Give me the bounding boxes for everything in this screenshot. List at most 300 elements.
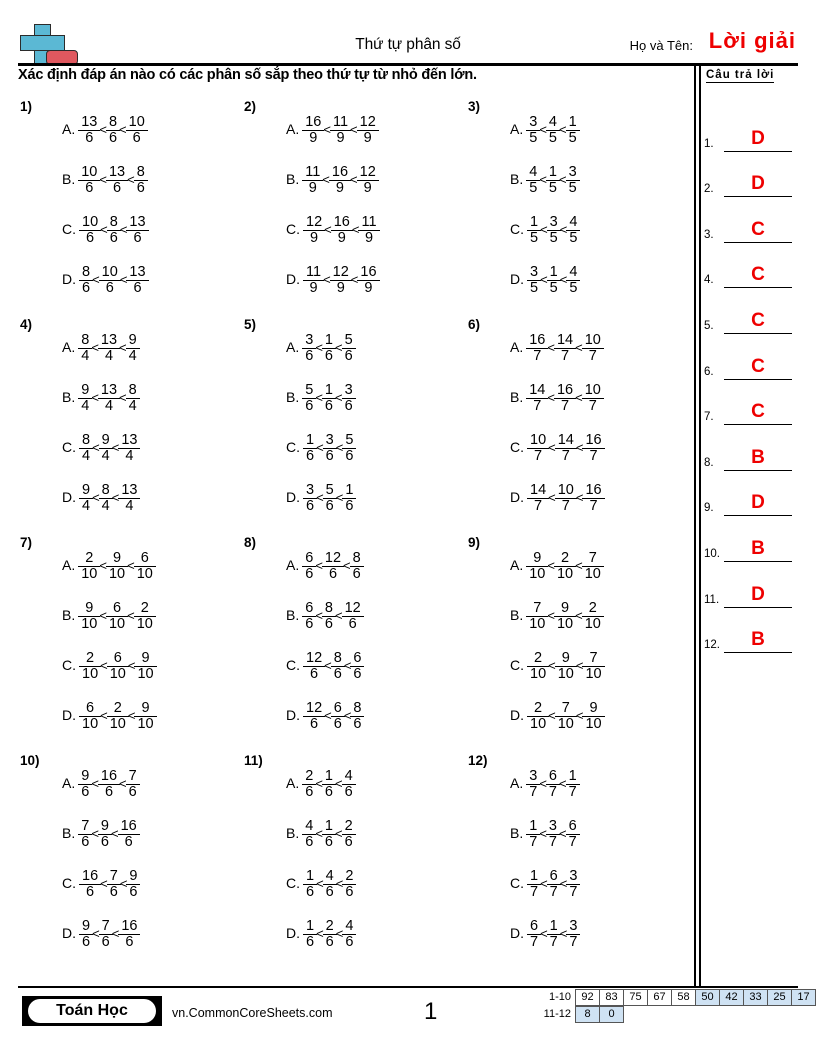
fraction-denominator: 6 xyxy=(303,666,325,682)
less-than-icon: < xyxy=(100,658,108,673)
choice-option[interactable] xyxy=(62,314,237,364)
fraction-denominator: 6 xyxy=(350,666,364,682)
answer-blank-line[interactable] xyxy=(724,583,792,608)
problem-1 xyxy=(12,96,236,314)
fraction xyxy=(357,165,379,196)
choice-option[interactable] xyxy=(62,196,237,246)
less-than-icon: < xyxy=(350,272,359,287)
header-divider xyxy=(18,63,798,66)
less-than-icon: < xyxy=(100,708,108,723)
fraction-numerator: 8 xyxy=(136,163,145,180)
problem-11 xyxy=(236,750,460,968)
fraction xyxy=(582,651,604,682)
answer-value: B xyxy=(751,629,765,651)
fraction-denominator: 7 xyxy=(547,884,561,900)
less-than-icon: < xyxy=(92,272,100,287)
fraction-numerator: 3 xyxy=(305,331,314,348)
choice-option[interactable] xyxy=(510,582,685,632)
answer-blank-line[interactable] xyxy=(724,400,792,425)
choice-option[interactable] xyxy=(286,246,461,296)
choice-letter: A. xyxy=(286,121,300,137)
choice-option[interactable] xyxy=(62,246,237,296)
choice-letter: C. xyxy=(286,875,300,891)
less-than-icon: < xyxy=(119,776,127,791)
fraction-denominator: 10 xyxy=(78,616,100,632)
choice-option[interactable] xyxy=(510,682,685,732)
fraction xyxy=(566,165,580,196)
fraction-denominator: 4 xyxy=(98,398,120,414)
choice-option[interactable] xyxy=(510,632,685,682)
fraction-denominator: 7 xyxy=(582,498,604,514)
fraction-denominator: 6 xyxy=(342,448,356,464)
fraction xyxy=(342,869,356,900)
fraction-numerator: 3 xyxy=(344,381,353,398)
choice-letter: A. xyxy=(286,775,300,791)
fraction-numerator: 9 xyxy=(561,599,570,616)
choice-option[interactable] xyxy=(510,196,685,246)
fraction-numerator: 4 xyxy=(548,113,557,130)
fraction-denominator: 4 xyxy=(126,348,140,364)
choice-option[interactable] xyxy=(510,414,685,464)
choice-option[interactable] xyxy=(286,900,461,950)
fraction-denominator: 6 xyxy=(107,884,121,900)
answer-row xyxy=(704,106,796,152)
fraction-denominator: 9 xyxy=(302,180,323,196)
fraction-denominator: 7 xyxy=(566,934,580,950)
less-than-icon: < xyxy=(559,876,568,891)
less-than-icon: < xyxy=(548,440,556,455)
choice-option[interactable] xyxy=(510,750,685,800)
fraction xyxy=(79,701,101,732)
choice-letter: B. xyxy=(286,825,300,841)
fraction xyxy=(323,919,337,950)
fraction-numerator: 10 xyxy=(82,213,99,230)
fraction-numerator: 12 xyxy=(324,549,342,566)
fraction-numerator: 2 xyxy=(588,599,597,616)
fraction xyxy=(331,215,353,246)
choice-option[interactable] xyxy=(510,246,685,296)
answer-row xyxy=(704,197,796,243)
score-table xyxy=(531,989,816,1023)
fraction xyxy=(79,265,93,296)
choice-option[interactable] xyxy=(286,364,461,414)
answer-row xyxy=(704,152,796,198)
fraction xyxy=(350,701,364,732)
fraction xyxy=(79,433,93,464)
fraction-numerator: 2 xyxy=(534,699,543,716)
choice-letter: B. xyxy=(286,389,300,405)
less-than-icon: < xyxy=(99,122,107,137)
footer-divider xyxy=(18,986,798,988)
score-cell: 8 xyxy=(575,1006,600,1023)
less-than-icon: < xyxy=(111,490,120,505)
fraction-numerator: 1 xyxy=(306,917,315,934)
answer-blank-line[interactable] xyxy=(724,446,792,471)
fraction-numerator: 2 xyxy=(534,649,543,666)
fraction-denominator: 10 xyxy=(554,616,576,632)
choice-option[interactable] xyxy=(62,632,237,682)
choice-option[interactable] xyxy=(510,364,685,414)
fraction-denominator: 10 xyxy=(78,566,100,582)
score-cell: 92 xyxy=(575,989,600,1006)
fraction-denominator: 10 xyxy=(582,716,604,732)
choice-option[interactable] xyxy=(62,900,237,950)
choice-letter: A. xyxy=(62,339,76,355)
fraction-numerator: 8 xyxy=(128,381,137,398)
answer-value: B xyxy=(751,446,765,468)
answer-value: C xyxy=(751,355,765,377)
fraction-numerator: 16 xyxy=(120,817,137,834)
fraction-numerator: 14 xyxy=(556,331,574,348)
fraction xyxy=(554,601,576,632)
fraction-denominator: 5 xyxy=(526,130,540,146)
fraction-numerator: 16 xyxy=(556,381,574,398)
fraction-numerator: 9 xyxy=(82,917,91,934)
choice-option[interactable] xyxy=(286,850,461,900)
fraction xyxy=(322,819,336,850)
fraction-denominator: 6 xyxy=(323,448,337,464)
fraction-numerator: 4 xyxy=(529,163,538,180)
answer-row xyxy=(704,334,796,380)
fraction-denominator: 7 xyxy=(546,834,560,850)
fraction-numerator: 3 xyxy=(306,481,315,498)
fraction-denominator: 6 xyxy=(303,884,317,900)
fraction xyxy=(546,819,560,850)
less-than-icon: < xyxy=(350,172,358,187)
fraction xyxy=(134,651,156,682)
fraction-numerator: 3 xyxy=(325,431,334,448)
choice-option[interactable] xyxy=(62,146,237,196)
fraction-denominator: 4 xyxy=(78,348,92,364)
choice-option[interactable] xyxy=(286,632,461,682)
fraction xyxy=(566,265,580,296)
fraction-denominator: 6 xyxy=(350,566,364,582)
fraction xyxy=(303,919,317,950)
choice-letter: D. xyxy=(286,271,300,287)
fraction-denominator: 6 xyxy=(302,348,316,364)
choice-option[interactable] xyxy=(286,414,461,464)
less-than-icon: < xyxy=(540,222,548,237)
problem-row xyxy=(12,96,684,314)
answer-number: 11. xyxy=(704,593,720,606)
less-than-icon: < xyxy=(558,776,567,791)
choice-option[interactable] xyxy=(286,146,461,196)
fraction-numerator: 13 xyxy=(108,163,126,180)
problems-grid xyxy=(12,96,684,968)
fraction-denominator: 6 xyxy=(331,716,345,732)
choice-option[interactable] xyxy=(62,96,237,146)
choice-option[interactable] xyxy=(286,196,461,246)
choice-option[interactable] xyxy=(286,532,461,582)
choice-option[interactable] xyxy=(510,850,685,900)
fraction xyxy=(302,115,324,146)
fraction xyxy=(547,919,561,950)
answer-blank-line[interactable] xyxy=(724,263,792,288)
choice-option[interactable] xyxy=(62,532,237,582)
fraction-denominator: 5 xyxy=(566,230,580,246)
less-than-icon: < xyxy=(316,440,324,455)
fraction-denominator: 6 xyxy=(322,566,344,582)
fraction-numerator: 4 xyxy=(325,867,334,884)
fraction-denominator: 7 xyxy=(526,398,548,414)
less-than-icon: < xyxy=(91,340,99,355)
fraction-numerator: 2 xyxy=(85,549,94,566)
choice-option[interactable] xyxy=(286,750,461,800)
answer-blank-line[interactable] xyxy=(724,537,792,562)
choice-list xyxy=(62,314,237,514)
fraction xyxy=(582,433,604,464)
choice-letter: D. xyxy=(62,271,76,287)
fraction xyxy=(78,165,100,196)
fraction-numerator: 1 xyxy=(549,263,558,280)
answer-value: C xyxy=(751,401,765,423)
answer-number: 5. xyxy=(704,319,714,332)
answer-blank-line[interactable] xyxy=(724,127,792,152)
fraction xyxy=(329,165,351,196)
fraction xyxy=(527,919,541,950)
fraction-denominator: 4 xyxy=(79,498,93,514)
fraction-numerator: 8 xyxy=(108,113,118,130)
choice-letter: B. xyxy=(510,171,524,187)
fraction xyxy=(303,433,317,464)
choice-option[interactable] xyxy=(286,582,461,632)
fraction-numerator: 8 xyxy=(353,699,362,716)
choice-option[interactable] xyxy=(286,314,461,364)
less-than-icon: < xyxy=(547,608,555,623)
choice-option[interactable] xyxy=(62,850,237,900)
fraction-denominator: 6 xyxy=(302,616,316,632)
problem-number: 9) xyxy=(468,535,481,550)
fraction xyxy=(555,651,577,682)
choice-option[interactable] xyxy=(510,96,685,146)
fraction-numerator: 6 xyxy=(305,549,314,566)
fraction xyxy=(118,433,140,464)
fraction-denominator: 6 xyxy=(126,130,148,146)
fraction-numerator: 7 xyxy=(109,867,118,884)
fraction-numerator: 5 xyxy=(345,431,354,448)
fraction-denominator: 6 xyxy=(302,398,316,414)
fraction xyxy=(303,215,325,246)
problem-number: 12) xyxy=(468,753,488,768)
fraction-denominator: 10 xyxy=(526,566,548,582)
choice-letter: A. xyxy=(510,121,524,137)
choice-letter: B. xyxy=(62,389,76,405)
fraction xyxy=(526,383,548,414)
choice-option[interactable] xyxy=(62,464,237,514)
fraction-numerator: 2 xyxy=(345,867,354,884)
fraction-denominator: 6 xyxy=(302,784,316,800)
fraction xyxy=(555,701,577,732)
fraction-numerator: 10 xyxy=(557,481,574,498)
choice-option[interactable] xyxy=(62,414,237,464)
fraction xyxy=(566,215,580,246)
choice-option[interactable] xyxy=(510,464,685,514)
fraction-numerator: 9 xyxy=(533,549,542,566)
choice-letter: B. xyxy=(286,171,300,187)
fraction xyxy=(527,483,549,514)
answer-blank-line[interactable] xyxy=(724,172,792,197)
choice-letter: C. xyxy=(510,875,524,891)
fraction-numerator: 6 xyxy=(113,649,122,666)
fraction-numerator: 4 xyxy=(569,213,578,230)
fraction-numerator: 11 xyxy=(361,213,377,230)
choice-option[interactable] xyxy=(62,682,237,732)
fraction-denominator: 10 xyxy=(134,566,156,582)
problem-3 xyxy=(460,96,684,314)
choice-option[interactable] xyxy=(62,800,237,850)
fraction xyxy=(526,819,540,850)
choice-letter: D. xyxy=(510,489,524,505)
less-than-icon: < xyxy=(334,826,343,841)
answer-blank-line[interactable] xyxy=(724,628,792,653)
choice-letter: C. xyxy=(510,439,524,455)
page-number: 1 xyxy=(424,998,438,1025)
choice-option[interactable] xyxy=(62,582,237,632)
fraction xyxy=(350,551,364,582)
choice-option[interactable] xyxy=(286,682,461,732)
choice-letter: C. xyxy=(286,657,300,673)
fraction-denominator: 6 xyxy=(99,934,113,950)
fraction-denominator: 5 xyxy=(546,180,560,196)
fraction-denominator: 6 xyxy=(322,834,336,850)
fraction xyxy=(98,383,120,414)
fraction-denominator: 6 xyxy=(342,348,356,364)
fraction-denominator: 10 xyxy=(106,566,128,582)
fraction-denominator: 10 xyxy=(554,566,576,582)
fraction-numerator: 11 xyxy=(305,163,321,180)
problem-number: 10) xyxy=(20,753,40,768)
fraction-numerator: 14 xyxy=(557,431,574,448)
choice-letter: C. xyxy=(62,439,76,455)
choice-option[interactable] xyxy=(62,750,237,800)
fraction xyxy=(526,769,540,800)
fraction-numerator: 5 xyxy=(344,331,353,348)
choice-letter: C. xyxy=(62,221,76,237)
less-than-icon: < xyxy=(575,608,583,623)
less-than-icon: < xyxy=(334,390,343,405)
answer-blank-line[interactable] xyxy=(724,355,792,380)
fraction-denominator: 7 xyxy=(554,398,576,414)
fraction-numerator: 2 xyxy=(140,599,149,616)
answer-value: D xyxy=(751,492,765,514)
choice-option[interactable] xyxy=(510,532,685,582)
fraction-denominator: 6 xyxy=(126,280,148,296)
fraction xyxy=(331,701,345,732)
fraction-numerator: 9 xyxy=(141,649,150,666)
choice-option[interactable] xyxy=(286,464,461,514)
less-than-icon: < xyxy=(119,390,127,405)
fraction-denominator: 6 xyxy=(106,130,120,146)
score-cell: 17 xyxy=(791,989,816,1006)
fraction-denominator: 6 xyxy=(342,884,356,900)
fraction xyxy=(555,433,577,464)
fraction xyxy=(350,651,364,682)
choice-option[interactable] xyxy=(510,800,685,850)
fraction-numerator: 3 xyxy=(530,263,539,280)
fraction-numerator: 2 xyxy=(305,767,314,784)
fraction-denominator: 10 xyxy=(134,616,156,632)
choice-option[interactable] xyxy=(286,800,461,850)
fraction-numerator: 8 xyxy=(352,549,361,566)
fraction-denominator: 10 xyxy=(107,716,129,732)
fraction-denominator: 6 xyxy=(118,934,140,950)
problem-number: 11) xyxy=(244,753,263,768)
problem-row xyxy=(12,314,684,532)
fraction-numerator: 9 xyxy=(141,699,150,716)
fraction-numerator: 2 xyxy=(561,549,570,566)
choice-option[interactable] xyxy=(510,314,685,364)
fraction-numerator: 16 xyxy=(360,263,377,280)
fraction-numerator: 9 xyxy=(81,381,90,398)
fraction-numerator: 2 xyxy=(86,649,95,666)
choice-option[interactable] xyxy=(286,96,461,146)
choice-list xyxy=(510,532,685,732)
choice-option[interactable] xyxy=(62,364,237,414)
choice-letter: D. xyxy=(510,707,524,723)
answer-blank-line[interactable] xyxy=(724,309,792,334)
fraction xyxy=(99,265,121,296)
fraction-denominator: 6 xyxy=(322,398,336,414)
fraction-denominator: 7 xyxy=(527,884,541,900)
fraction xyxy=(547,869,561,900)
fraction xyxy=(79,483,93,514)
less-than-icon: < xyxy=(315,826,323,841)
fraction xyxy=(582,701,604,732)
answer-blank-line[interactable] xyxy=(724,491,792,516)
fraction-denominator: 6 xyxy=(302,566,316,582)
fraction-numerator: 7 xyxy=(561,699,570,716)
less-than-icon: < xyxy=(316,490,324,505)
fraction-denominator: 6 xyxy=(126,884,140,900)
fraction xyxy=(79,919,93,950)
fraction xyxy=(554,551,576,582)
choice-option[interactable] xyxy=(510,900,685,950)
fraction-denominator: 6 xyxy=(303,498,317,514)
fraction-numerator: 13 xyxy=(121,431,138,448)
problem-8 xyxy=(236,532,460,750)
choice-letter: D. xyxy=(62,707,76,723)
choice-letter: C. xyxy=(510,221,524,237)
less-than-icon: < xyxy=(540,272,548,287)
score-row-label: 11-12 xyxy=(543,1008,571,1020)
choice-letter: B. xyxy=(286,607,300,623)
answer-number: 2. xyxy=(704,183,714,196)
answer-blank-line[interactable] xyxy=(724,218,792,243)
answer-row xyxy=(704,562,796,608)
fraction xyxy=(566,869,580,900)
less-than-icon: < xyxy=(316,876,324,891)
less-than-icon: < xyxy=(558,172,567,187)
fraction xyxy=(78,333,92,364)
choice-letter: A. xyxy=(62,557,76,573)
fraction xyxy=(527,215,541,246)
fraction-denominator: 4 xyxy=(99,498,113,514)
fraction xyxy=(547,265,561,296)
fraction-denominator: 10 xyxy=(527,716,549,732)
fraction-denominator: 9 xyxy=(357,180,379,196)
fraction xyxy=(107,869,121,900)
less-than-icon: < xyxy=(91,390,99,405)
answer-number: 6. xyxy=(704,365,714,378)
score-cell: 25 xyxy=(767,989,792,1006)
fraction-denominator: 6 xyxy=(118,834,140,850)
less-than-icon: < xyxy=(127,658,136,673)
choice-letter: B. xyxy=(510,389,524,405)
fraction-denominator: 6 xyxy=(303,934,317,950)
choice-option[interactable] xyxy=(510,146,685,196)
fraction-numerator: 1 xyxy=(324,767,333,784)
answer-value: C xyxy=(751,218,765,240)
